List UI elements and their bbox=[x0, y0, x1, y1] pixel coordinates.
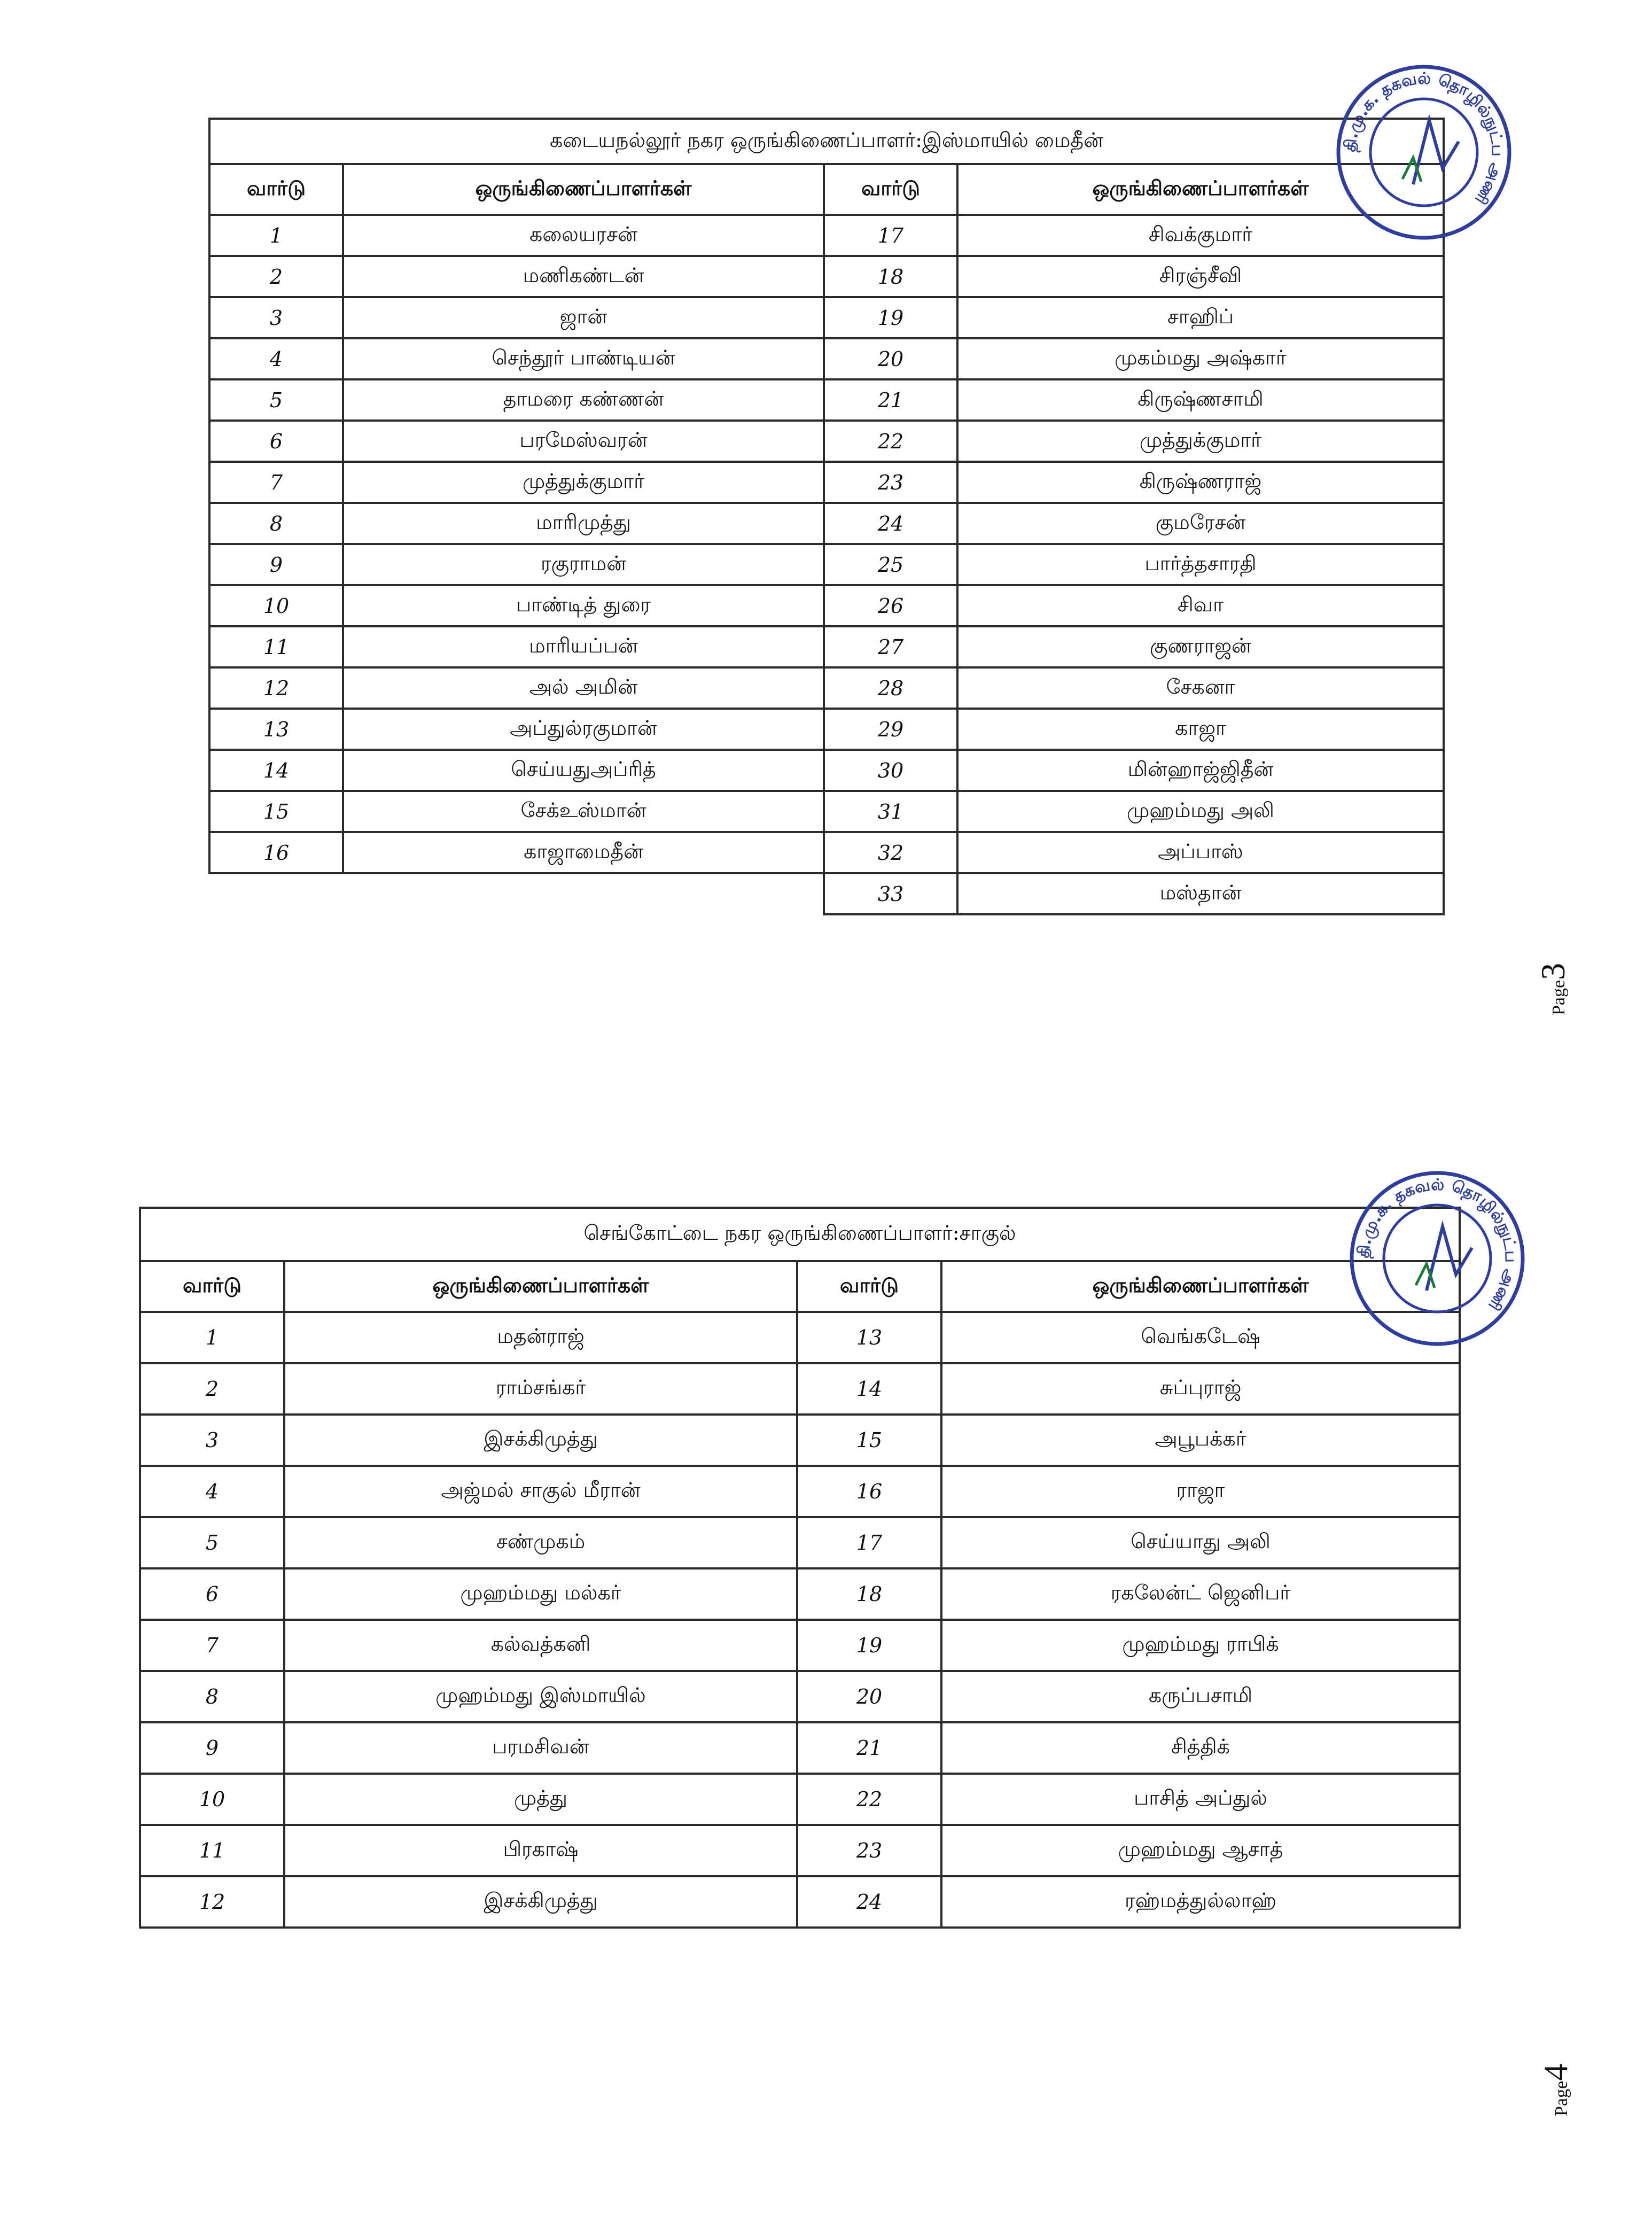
ward-number: 16 bbox=[797, 1466, 941, 1517]
table-row bbox=[209, 873, 1444, 914]
coordinator-name: இசக்கிமுத்து bbox=[284, 1415, 797, 1466]
table-row bbox=[209, 667, 1444, 709]
ward-number: 9 bbox=[140, 1722, 284, 1774]
coordinator-name: முஹம்மது அலி bbox=[957, 791, 1444, 832]
ward-number: 13 bbox=[209, 709, 343, 750]
ward-number: 22 bbox=[797, 1774, 941, 1825]
coordinator-name: காஜாமைதீன் bbox=[343, 832, 824, 873]
table-row bbox=[140, 1466, 1460, 1517]
coordinator-name: முஹம்மது ராபிக் bbox=[941, 1620, 1460, 1671]
ward-number: 13 bbox=[797, 1312, 941, 1363]
coordinator-name: முஹம்மது இஸ்மாயில் bbox=[284, 1671, 797, 1722]
coordinator-name: முத்துக்குமார் bbox=[957, 421, 1444, 462]
ward-number: 3 bbox=[140, 1415, 284, 1466]
table-row bbox=[140, 1312, 1460, 1363]
party-seal-stamp bbox=[1346, 1168, 1528, 1349]
ward-number: 5 bbox=[209, 379, 343, 421]
coordinator-name: பிரகாஷ் bbox=[284, 1825, 797, 1876]
page-number: 4 bbox=[1537, 2063, 1575, 2081]
coordinator-name: காஜா bbox=[957, 709, 1444, 750]
table-row bbox=[209, 709, 1444, 750]
ward-number: 24 bbox=[797, 1876, 941, 1928]
table-row bbox=[209, 832, 1444, 873]
ward-number: 11 bbox=[140, 1825, 284, 1876]
coordinator-name: மதன்ராஜ் bbox=[284, 1312, 797, 1363]
ward-number: 2 bbox=[140, 1363, 284, 1415]
table-row bbox=[140, 1722, 1460, 1774]
ward-number: 32 bbox=[824, 832, 957, 873]
page-number-label bbox=[1533, 963, 1573, 1015]
table-row bbox=[140, 1876, 1460, 1928]
ward-number: 19 bbox=[824, 297, 957, 338]
coordinator-name: சாஹிப் bbox=[957, 297, 1444, 338]
coordinator-name: பரமேஸ்வரன் bbox=[343, 421, 824, 462]
ward-number: 2 bbox=[209, 256, 343, 297]
ward-number: 33 bbox=[824, 873, 957, 914]
table-row bbox=[140, 1671, 1460, 1722]
table-row bbox=[140, 1415, 1460, 1466]
coordinator-name: கிருஷ்ணசாமி bbox=[957, 379, 1444, 421]
coordinator-name: அப்பாஸ் bbox=[957, 832, 1444, 873]
table-row bbox=[209, 379, 1444, 421]
coordinator-name: பார்த்தசாரதி bbox=[957, 544, 1444, 585]
ward-number: 10 bbox=[209, 585, 343, 626]
table-row bbox=[140, 1620, 1460, 1671]
coordinator-name: அப்துல்ரகுமான் bbox=[343, 709, 824, 750]
coordinator-name: சிவா bbox=[957, 585, 1444, 626]
ward-number: 4 bbox=[209, 338, 343, 379]
table-row bbox=[209, 421, 1444, 462]
table-row bbox=[209, 215, 1444, 256]
table-row bbox=[140, 1568, 1460, 1620]
coordinator-name: கல்வத்கனி bbox=[284, 1620, 797, 1671]
svg-text:தி.மு.க. தகவல் தொழில்நுட்ப அணி: தி.மு.க. தகவல் தொழில்நுட்ப அணி bbox=[1341, 69, 1507, 208]
col-header-ward: வார்டு bbox=[209, 164, 343, 215]
coordinator-name: முத்துக்குமார் bbox=[343, 462, 824, 503]
table-title: கடையநல்லூர் நகர ஒருங்கிணைப்பாளர்:இஸ்மாயில் மைதீன் bbox=[209, 119, 1444, 164]
page-number-label bbox=[1536, 2064, 1576, 2116]
ward-number: 23 bbox=[824, 462, 957, 503]
ward-number: 20 bbox=[824, 338, 957, 379]
ward-number: 14 bbox=[797, 1363, 941, 1415]
coordinator-name: மணிகண்டன் bbox=[343, 256, 824, 297]
ward-number: 6 bbox=[140, 1568, 284, 1620]
table-row bbox=[209, 750, 1444, 791]
sengottai-coordinators-table bbox=[139, 1207, 1461, 1929]
coordinator-name: சுப்புராஜ் bbox=[941, 1363, 1460, 1415]
coordinator-name: சேக்உஸ்மான் bbox=[343, 791, 824, 832]
coordinator-name: ரகலேன்ட் ஜெனிபர் bbox=[941, 1568, 1460, 1620]
coordinator-name: கருப்பசாமி bbox=[941, 1671, 1460, 1722]
coordinator-name: மாரியப்பன் bbox=[343, 626, 824, 667]
page-word: Page bbox=[1552, 2080, 1571, 2116]
ward-number: 11 bbox=[209, 626, 343, 667]
coordinator-name: சிரஞ்சீவி bbox=[957, 256, 1444, 297]
ward-number: 27 bbox=[824, 626, 957, 667]
party-seal-stamp bbox=[1333, 61, 1515, 243]
table-row bbox=[209, 791, 1444, 832]
coordinator-name: சிவக்குமார் bbox=[957, 215, 1444, 256]
coordinator-name: சண்முகம் bbox=[284, 1517, 797, 1568]
col-header-coordinators: ஒருங்கிணைப்பாளர்கள் bbox=[941, 1261, 1460, 1312]
ward-number: 4 bbox=[140, 1466, 284, 1517]
ward-number: 9 bbox=[209, 544, 343, 585]
ward-number: 17 bbox=[824, 215, 957, 256]
coordinator-name: ராஜா bbox=[941, 1466, 1460, 1517]
coordinator-name: கிருஷ்ணராஜ் bbox=[957, 462, 1444, 503]
coordinator-name: முஹம்மது ஆசாத் bbox=[941, 1825, 1460, 1876]
col-header-ward: வார்டு bbox=[824, 164, 957, 215]
ward-number: 5 bbox=[140, 1517, 284, 1568]
coordinator-name: வெங்கடேஷ் bbox=[941, 1312, 1460, 1363]
coordinator-name: பரமசிவன் bbox=[284, 1722, 797, 1774]
ward-number: 14 bbox=[209, 750, 343, 791]
ward-number: 20 bbox=[797, 1671, 941, 1722]
ward-number: 18 bbox=[824, 256, 957, 297]
empty-cell bbox=[343, 873, 824, 914]
coordinator-name: கலையரசன் bbox=[343, 215, 824, 256]
ward-number: 8 bbox=[140, 1671, 284, 1722]
ward-number: 12 bbox=[209, 667, 343, 709]
coordinator-name: ராம்சங்கர் bbox=[284, 1363, 797, 1415]
table-row bbox=[209, 297, 1444, 338]
table-row bbox=[209, 503, 1444, 544]
table-row bbox=[209, 544, 1444, 585]
table-row bbox=[209, 626, 1444, 667]
coordinator-name: குணராஜன் bbox=[957, 626, 1444, 667]
table-row bbox=[140, 1825, 1460, 1876]
coordinator-name: செந்தூர் பாண்டியன் bbox=[343, 338, 824, 379]
ward-number: 25 bbox=[824, 544, 957, 585]
coordinator-name: பாண்டித் துரை bbox=[343, 585, 824, 626]
ward-number: 22 bbox=[824, 421, 957, 462]
table-row bbox=[140, 1774, 1460, 1825]
table-row bbox=[140, 1363, 1460, 1415]
coordinator-name: சேகனா bbox=[957, 667, 1444, 709]
coordinator-name: குமரேசன் bbox=[957, 503, 1444, 544]
ward-number: 28 bbox=[824, 667, 957, 709]
ward-number: 30 bbox=[824, 750, 957, 791]
col-header-coordinators: ஒருங்கிணைப்பாளர்கள் bbox=[284, 1261, 797, 1312]
col-header-coordinators: ஒருங்கிணைப்பாளர்கள் bbox=[343, 164, 824, 215]
coordinator-name: ரகுராமன் bbox=[343, 544, 824, 585]
coordinator-name: இசக்கிமுத்து bbox=[284, 1876, 797, 1928]
ward-number: 26 bbox=[824, 585, 957, 626]
page-word: Page bbox=[1549, 980, 1569, 1015]
ward-number: 16 bbox=[209, 832, 343, 873]
ward-number: 24 bbox=[824, 503, 957, 544]
ward-number: 7 bbox=[209, 462, 343, 503]
coordinator-name: அல் அமின் bbox=[343, 667, 824, 709]
ward-number: 18 bbox=[797, 1568, 941, 1620]
ward-number: 23 bbox=[797, 1825, 941, 1876]
ward-number: 21 bbox=[797, 1722, 941, 1774]
ward-number: 29 bbox=[824, 709, 957, 750]
coordinator-name: முஹம்மது மல்கர் bbox=[284, 1568, 797, 1620]
ward-number: 1 bbox=[140, 1312, 284, 1363]
coordinator-name: மாரிமுத்து bbox=[343, 503, 824, 544]
ward-number: 10 bbox=[140, 1774, 284, 1825]
table-row bbox=[140, 1517, 1460, 1568]
coordinator-name: ரஹ்மத்துல்லாஹ் bbox=[941, 1876, 1460, 1928]
ward-number: 17 bbox=[797, 1517, 941, 1568]
coordinator-name: பாசித் அப்துல் bbox=[941, 1774, 1460, 1825]
col-header-ward: வார்டு bbox=[797, 1261, 941, 1312]
table-row bbox=[209, 256, 1444, 297]
ward-number: 15 bbox=[797, 1415, 941, 1466]
ward-number: 15 bbox=[209, 791, 343, 832]
coordinator-name: செய்யாது அலி bbox=[941, 1517, 1460, 1568]
coordinator-name: அபூபக்கர் bbox=[941, 1415, 1460, 1466]
col-header-ward: வார்டு bbox=[140, 1261, 284, 1312]
kadayanallur-coordinators-table bbox=[208, 118, 1445, 915]
table-row bbox=[209, 338, 1444, 379]
ward-number: 6 bbox=[209, 421, 343, 462]
coordinator-name: ஜான் bbox=[343, 297, 824, 338]
ward-number: 8 bbox=[209, 503, 343, 544]
table-row bbox=[209, 462, 1444, 503]
coordinator-name: முத்து bbox=[284, 1774, 797, 1825]
coordinator-name: மஸ்தான் bbox=[957, 873, 1444, 914]
ward-number: 21 bbox=[824, 379, 957, 421]
svg-text:தி.மு.க. தகவல் தொழில்நுட்ப அணி: தி.மு.க. தகவல் தொழில்நுட்ப அணி bbox=[1354, 1175, 1521, 1314]
ward-number: 3 bbox=[209, 297, 343, 338]
coordinator-name: அஜ்மல் சாகுல் மீரான் bbox=[284, 1466, 797, 1517]
coordinator-name: செய்யதுஅப்ரித் bbox=[343, 750, 824, 791]
coordinator-name: தாமரை கண்ணன் bbox=[343, 379, 824, 421]
ward-number: 7 bbox=[140, 1620, 284, 1671]
ward-number: 1 bbox=[209, 215, 343, 256]
coordinator-name: சித்திக் bbox=[941, 1722, 1460, 1774]
table-row bbox=[209, 585, 1444, 626]
ward-number: 19 bbox=[797, 1620, 941, 1671]
ward-number: 12 bbox=[140, 1876, 284, 1928]
coordinator-name: முகம்மது அஷ்கார் bbox=[957, 338, 1444, 379]
col-header-coordinators: ஒருங்கிணைப்பாளர்கள் bbox=[957, 164, 1444, 215]
ward-number: 31 bbox=[824, 791, 957, 832]
table-title: செங்கோட்டை நகர ஒருங்கிணைப்பாளர்:சாகுல் bbox=[140, 1208, 1460, 1261]
page-number: 3 bbox=[1534, 962, 1572, 980]
coordinator-name: மின்ஹாஜ்ஜிதீன் bbox=[957, 750, 1444, 791]
empty-cell bbox=[209, 873, 343, 914]
